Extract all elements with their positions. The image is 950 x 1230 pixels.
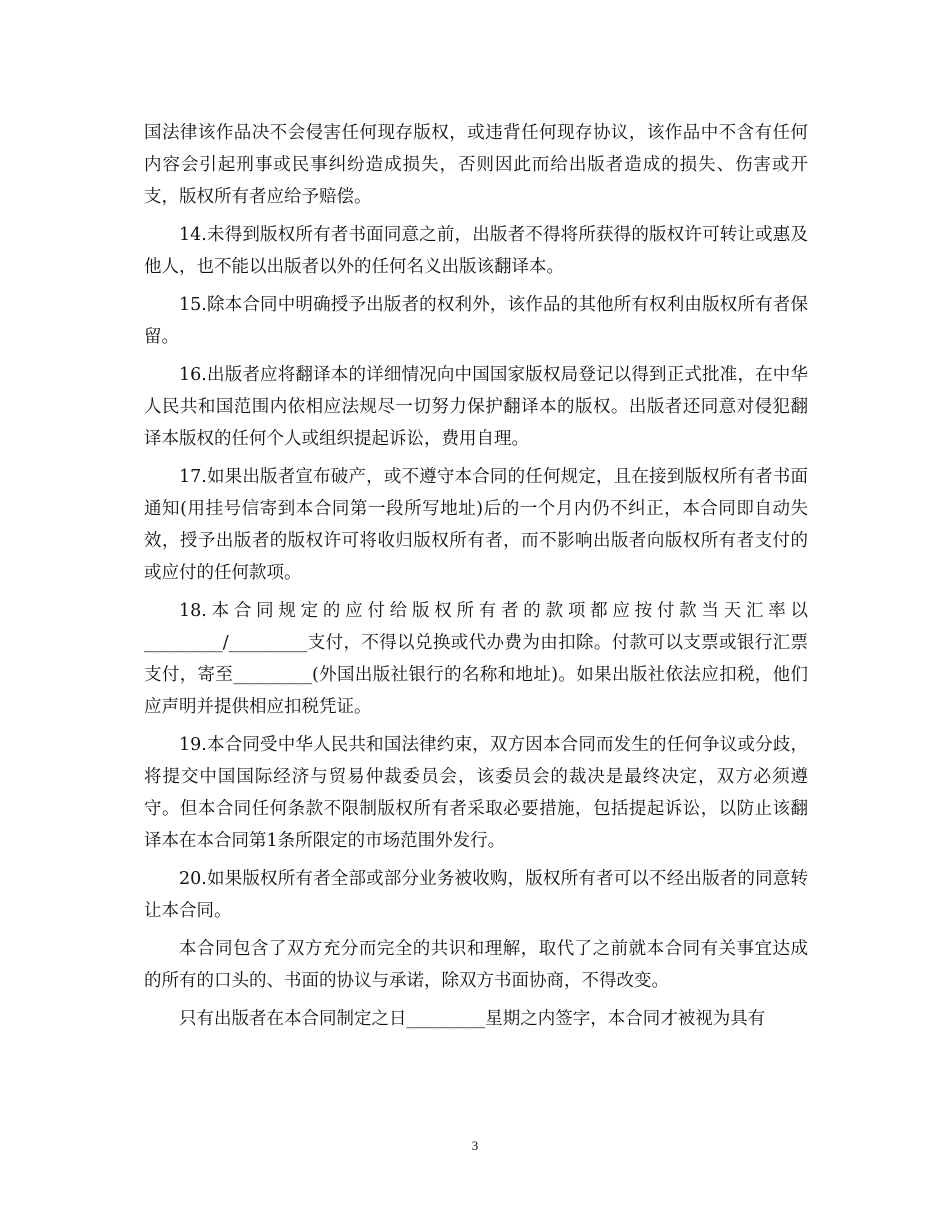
paragraph-clause-14: 14.未得到版权所有者书面同意之前，出版者不得将所获得的版权许可转让或惠及他人，也不能以出版者以外的任何名义出版该翻译本。 [144,225,808,277]
paragraph-clause-15: 15.除本合同中明确授予出版者的权利外，该作品的其他所有权利由版权所有者保留。 [144,295,808,347]
paragraph-clause-17: 17.如果出版者宣布破产，或不遵守本合同的任何规定，且在接到版权所有者书面通知(用挂号信寄到本合同第一段所写地址)后的一个月内仍不纠正，本合同即自动失效，授予出版者的版权许可将收归版权所有者，而不影响出版者向版权所有者支付的或应付的任何款项。 [144,467,808,583]
document-body [144,117,808,1041]
paragraph-clause-20: 20.如果版权所有者全部或部分业务被收购，版权所有者可以不经出版者的同意转让本合同。 [144,869,808,921]
page-number: 3 [471,1138,479,1153]
paragraph-clause-18: 18.本合同规定的应付给版权所有者的款项都应按付款当天汇率以_________/_________支付，不得以兑换或代办费为由扣除。付款可以支票或银行汇票支付，寄至_________(外国出版社银行的名称和地址)。如果出版社依法应扣税，他们应声明并提供相应扣税凭证。 [144,601,808,717]
paragraph-clause-19: 19.本合同受中华人民共和国法律约束，双方因本合同而发生的任何争议或分歧，将提交中国国际经济与贸易仲裁委员会，该委员会的裁决是最终决定，双方必须遵守。但本合同任何条款不限制版权所有者采取必要措施，包括提起诉讼，以防止该翻译本在本合同第1条所限定的市场范围外发行。 [144,735,808,851]
paragraph-clause-16: 16.出版者应将翻译本的详细情况向中国国家版权局登记以得到正式批准，在中华人民共和国范围内依相应法规尽一切努力保护翻译本的版权。出版者还同意对侵犯翻译本版权的任何个人或组织提起诉讼，费用自理。 [144,365,808,449]
paragraph-continuation: 国法律该作品决不会侵害任何现存版权，或违背任何现存协议，该作品中不含有任何内容会引起刑事或民事纠纷造成损失，否则因此而给出版者造成的损失、伤害或开支，版权所有者应给予赔偿。 [144,123,808,207]
paragraph-entire-agreement: 本合同包含了双方充分而完全的共识和理解，取代了之前就本合同有关事宜达成的所有的口头的、书面的协议与承诺，除双方书面协商，不得改变。 [144,939,808,991]
paragraph-signing-condition: 只有出版者在本合同制定之日_________星期之内签字，本合同才被视为具有 [179,1009,766,1029]
